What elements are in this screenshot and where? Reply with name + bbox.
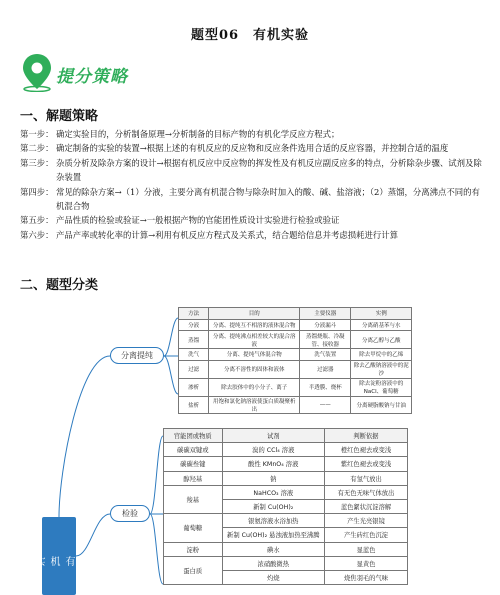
table-cell: 显蓝色	[325, 542, 408, 556]
table-cell: 有氢气放出	[325, 471, 408, 485]
table-cell: 溴的 CCl₄ 溶液	[222, 443, 324, 457]
table-cell: 烧焦羽毛的气味	[325, 570, 408, 584]
table-header-row	[164, 429, 408, 443]
mindmap-node-separation: 分离提纯	[110, 347, 164, 364]
table-cell: 洗气装置	[300, 349, 351, 361]
table-cell: 蛋白质	[164, 556, 223, 584]
table-cell: 用饱和氯化钠溶液使蛋白质凝聚析出	[209, 396, 300, 413]
table-row	[179, 396, 412, 413]
table-cell: 半透膜、烧杯	[300, 378, 351, 396]
table-row	[164, 542, 408, 556]
step-text: 产品产率或转化率的计算→利用有机反应方程式及关系式，结合题给信息并考虑损耗进行计算	[56, 229, 399, 240]
table-cell: 银氨溶液水浴加热	[222, 514, 324, 528]
table-cell: 分离、提纯气体混合物	[209, 349, 300, 361]
table-cell: 渗析	[179, 378, 209, 396]
table-cell: 分离硝基苯与水	[351, 319, 412, 331]
table-cell: 过滤器	[300, 360, 351, 378]
table-cell: 紫红色褪去或变浅	[325, 457, 408, 471]
table-cell: 显黄色	[325, 556, 408, 570]
table-cell: 过滤	[179, 360, 209, 378]
section-heading-strategy: 一、解题策略	[20, 109, 99, 124]
table-row	[179, 378, 412, 396]
table-row	[179, 319, 412, 331]
table-row	[179, 360, 412, 378]
table-row	[164, 457, 408, 471]
table-cell: 洗气	[179, 349, 209, 361]
mindmap-root	[18, 517, 76, 595]
table-cell: 蓝色絮状沉淀溶解	[325, 499, 408, 513]
table-cell: 分离、提纯互不相溶的液体混合物	[209, 319, 300, 331]
mindmap-node-test: 检验	[110, 505, 150, 522]
table-cell: 除去胶体中的小分子、离子	[209, 378, 300, 396]
table-row	[179, 349, 412, 361]
table-cell: NaHCO₃ 溶液	[222, 485, 324, 499]
functional-group-test-table	[163, 428, 408, 585]
table-cell: 分液	[179, 319, 209, 331]
table-cell: 分离乙醇与乙酸	[351, 331, 412, 349]
table-cell: 产生光亮银镜	[325, 514, 408, 528]
step-label: 第四步：	[20, 186, 54, 197]
table-header: 目的	[209, 308, 300, 320]
step-text: 常见的除杂方案→（1）分液，主要分离有机混合物与除杂时加入的酸、碱、盐溶液；（2）蒸馏，分离沸点不同的有机混合物	[56, 186, 480, 212]
table-row	[179, 331, 412, 349]
table-cell: 醇羟基	[164, 471, 223, 485]
table-cell: ——	[300, 396, 351, 413]
mindmap-root-char: 验	[18, 555, 29, 566]
mindmap-root-char: 机	[48, 555, 59, 566]
step-text: 确定制备的实验的装置→根据上述的有机反应的反应物和反应条件选用合适的反应容器，并控制合适的温度	[56, 143, 449, 154]
table-header: 方法	[179, 308, 209, 320]
table-cell: 除去乙酸钠溶液中的泥沙	[351, 360, 412, 378]
table-cell: 分离、提纯沸点相差较大的混合溶液	[209, 331, 300, 349]
table-cell: 除去淀粉溶液中的NaCl、葡萄糖	[351, 378, 412, 396]
table-cell: 新制 Cu(OH)₂ 悬浊液加热至沸腾	[222, 528, 324, 542]
table-header-row	[179, 308, 412, 320]
table-row	[164, 556, 408, 570]
table-cell: 葡萄糖	[164, 514, 223, 542]
step-text: 杂质分析及除杂方案的设计→根据有机反应中反应物的挥发性及有机反应副反应多的特点，分析除杂步骤、试剂及除杂装置	[56, 157, 482, 183]
table-cell: 碳碳叁键	[164, 457, 223, 471]
page-title: 题型06 有机实验	[190, 28, 310, 43]
table-cell: 灼烧	[222, 570, 324, 584]
step-label: 第一步：	[20, 129, 54, 139]
table-cell: 盐析	[179, 396, 209, 413]
table-row	[164, 485, 408, 499]
table-row	[164, 514, 408, 528]
step-text: 产品性质的检验或验证→一般根据产物的官能团性质设计实验进行检验或验证	[56, 215, 340, 226]
table-header: 主要仪器	[300, 308, 351, 320]
step-label: 第二步：	[20, 143, 54, 154]
table-cell: 蒸馏	[179, 331, 209, 349]
table-cell: 分离不溶性的固体和液体	[209, 360, 300, 378]
table-cell: 分离硬脂酸钠与甘油	[351, 396, 412, 413]
table-header: 试剂	[222, 429, 324, 443]
table-header: 官能团或物质	[164, 429, 223, 443]
table-cell: 碘水	[222, 542, 324, 556]
table-cell: 浓硝酸微热	[222, 556, 324, 570]
logo-text: 提分策略	[56, 67, 128, 87]
table-cell: 羧基	[164, 485, 223, 513]
table-cell: 碳碳双键或	[164, 443, 223, 457]
table-cell: 有无色无味气体放出	[325, 485, 408, 499]
table-cell: 新制 Cu(OH)₂	[222, 499, 324, 513]
mindmap-root-char: 实	[33, 555, 44, 566]
table-header: 判断依据	[325, 429, 408, 443]
table-cell: 产生砖红色沉淀	[325, 528, 408, 542]
step-label: 第五步：	[20, 215, 54, 226]
table-cell: 淀粉	[164, 542, 223, 556]
step-text: 确定实验目的，分析制备原理→分析制备的目标产物的有机化学反应方程式；	[56, 129, 340, 139]
table-cell: 酸性 KMnO₄ 溶液	[222, 457, 324, 471]
table-cell: 蒸馏烧瓶、冷凝管、接收器	[300, 331, 351, 349]
table-cell: 除去甲烷中的乙烯	[351, 349, 412, 361]
mindmap-root-char: 有	[63, 555, 74, 566]
table-cell: 钠	[222, 471, 324, 485]
step-label: 第六步：	[20, 229, 54, 240]
table-cell: 橙红色褪去或变浅	[325, 443, 408, 457]
table-row	[164, 443, 408, 457]
table-row	[164, 471, 408, 485]
separation-methods-table	[178, 307, 412, 414]
section-heading-types: 二、题型分类	[20, 278, 99, 293]
table-cell: 分液漏斗	[300, 319, 351, 331]
step-label: 第三步：	[20, 157, 54, 168]
table-header: 实例	[351, 308, 412, 320]
